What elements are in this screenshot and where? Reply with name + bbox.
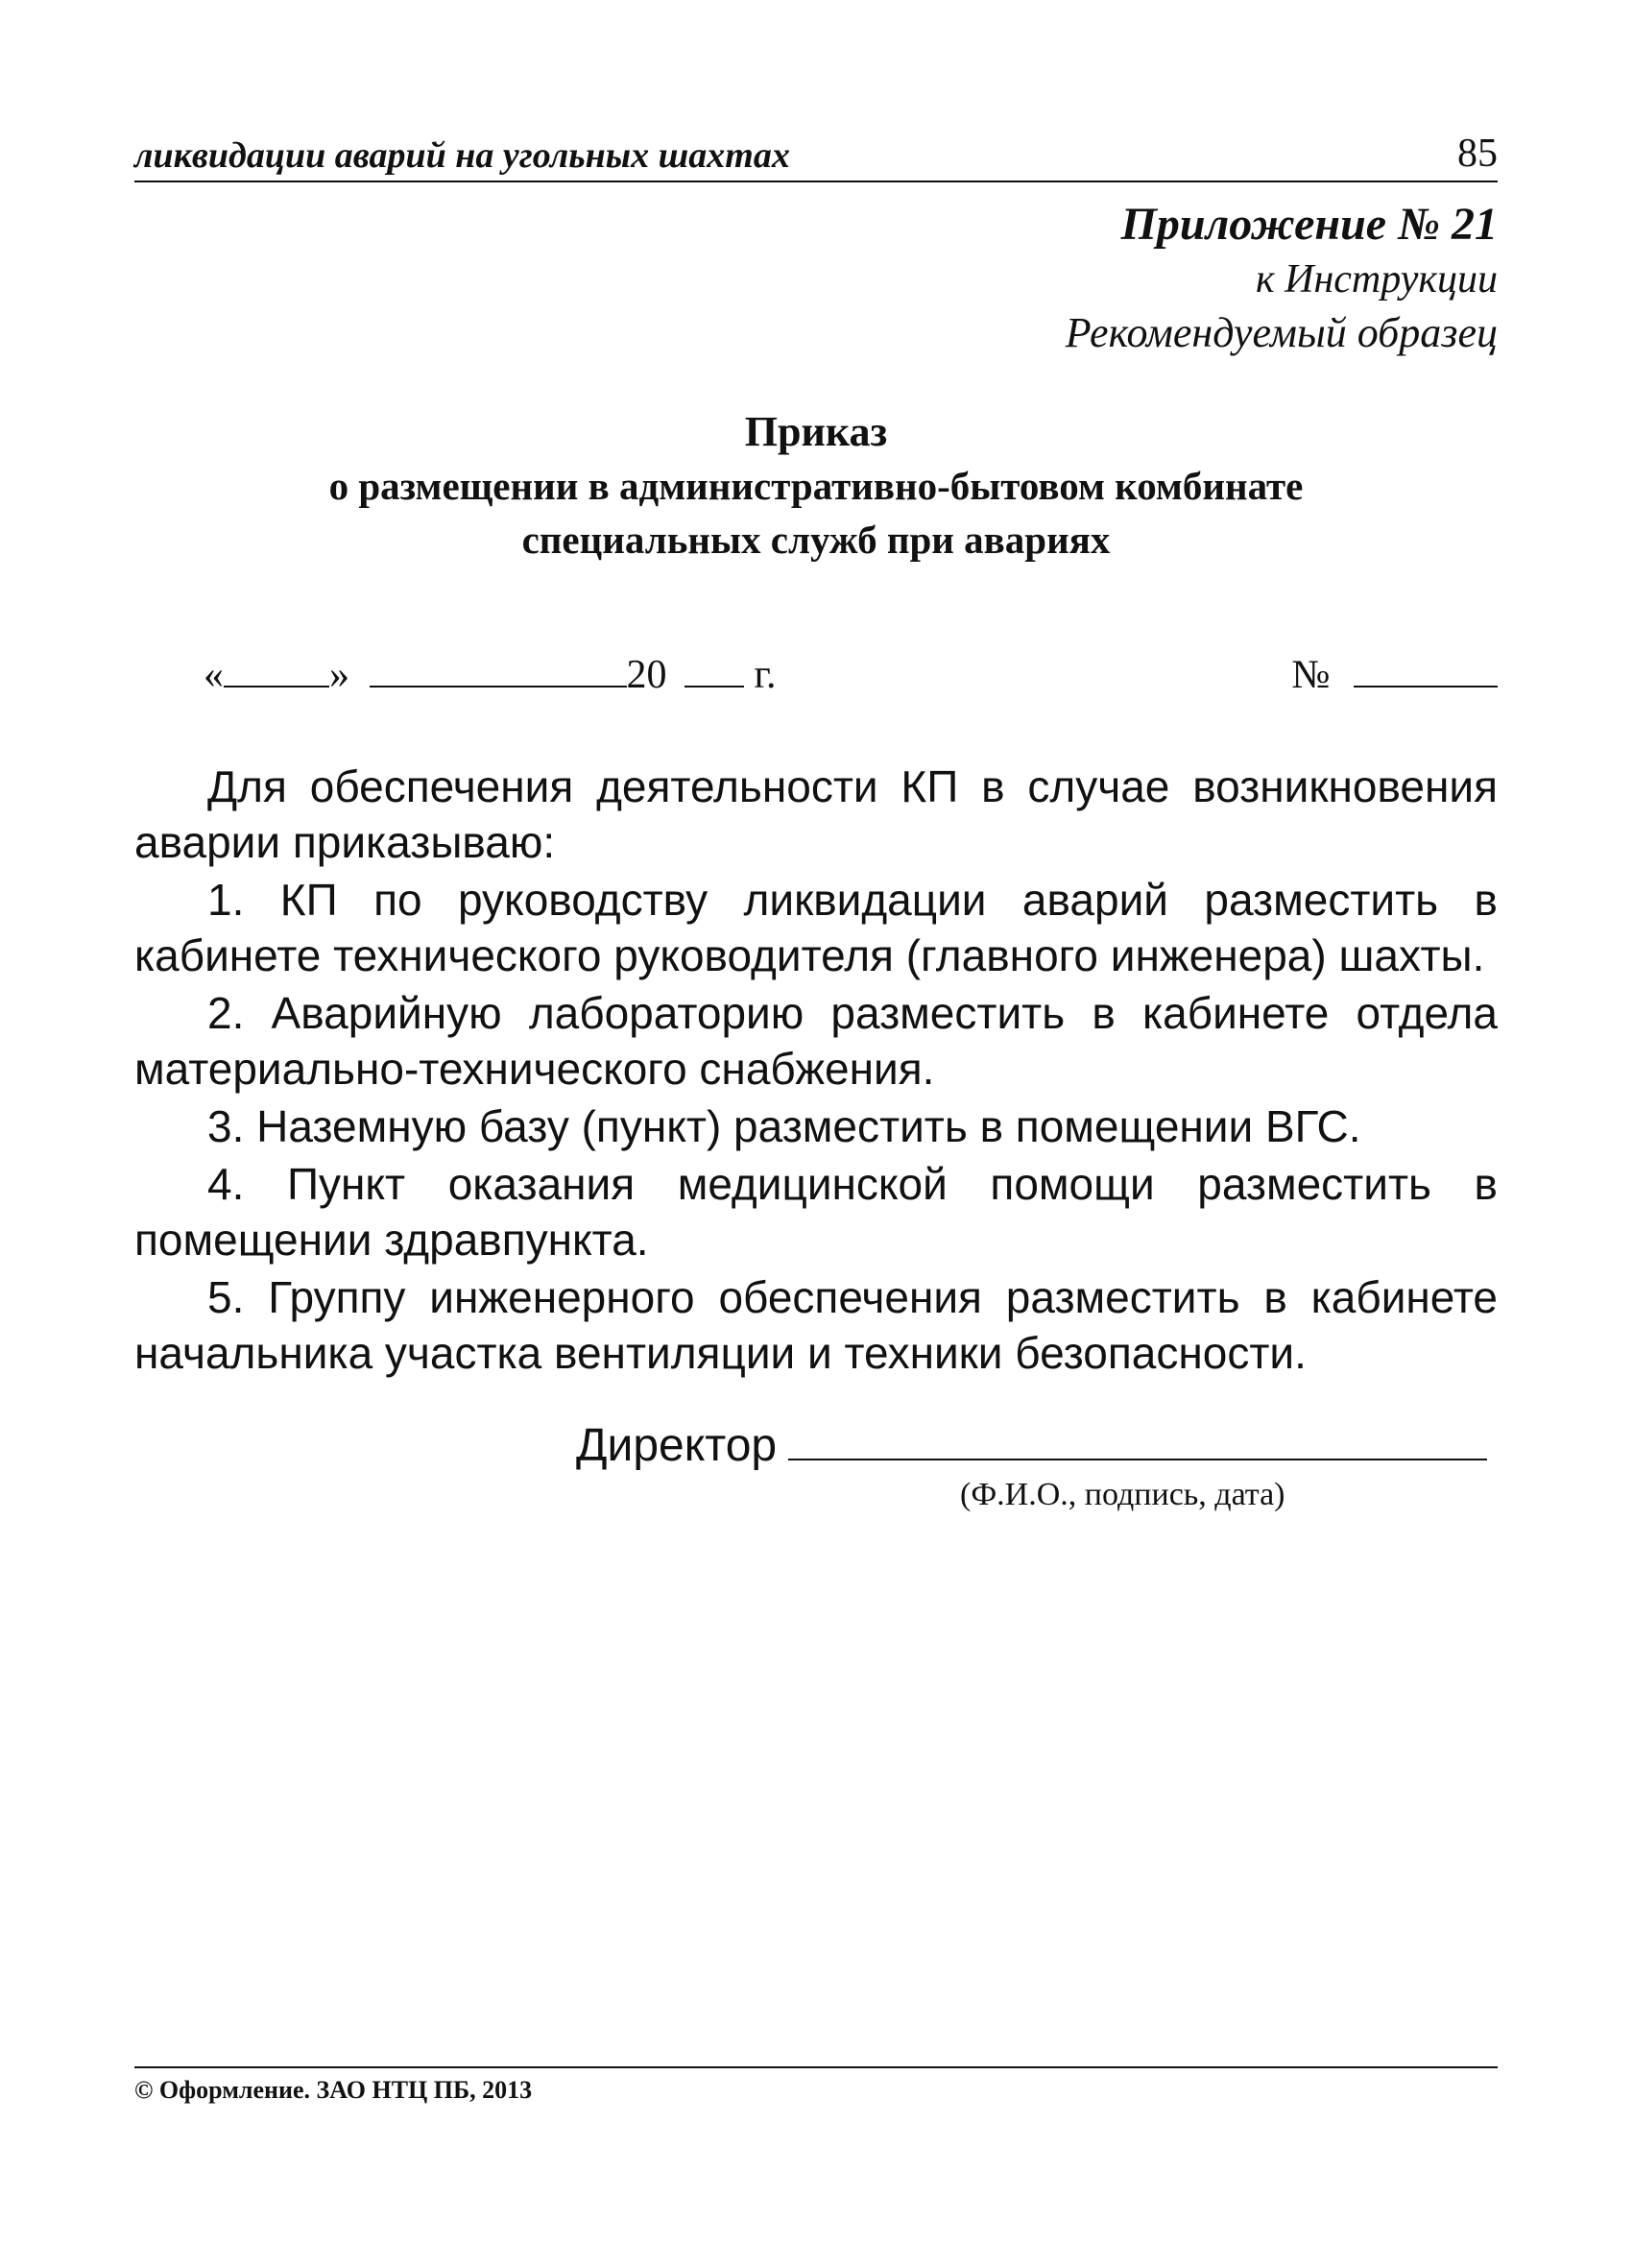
- day-blank: [224, 651, 329, 688]
- date-line: [204, 651, 777, 698]
- order-item-3: 3. Наземную базу (пункт) разместить в помещении ВГС.: [207, 1101, 1361, 1151]
- order-number-blank: [1354, 651, 1498, 688]
- signature-blank: [788, 1420, 1487, 1460]
- year-prefix: 20: [626, 653, 667, 697]
- signature-line: [576, 1419, 1487, 1472]
- appendix-reference: к Инструкции: [1255, 257, 1498, 302]
- order-subtitle-line-2: специальных служб при авариях: [521, 518, 1111, 562]
- appendix-title: Приложение № 21: [1120, 199, 1498, 250]
- order-item-2: 2. Аварийную лабораторию разместить в кабинете отдела материально-технического снабжения.: [134, 988, 1498, 1094]
- appendix-block: [1066, 196, 1498, 361]
- page-number: 85: [1457, 132, 1498, 176]
- footer-copyright: © Оформление. ЗАО НТЦ ПБ, 2013: [134, 2076, 533, 2104]
- order-body: [134, 759, 1498, 1383]
- number-sign: №: [1291, 653, 1331, 697]
- year-suffix: г.: [754, 653, 777, 697]
- order-title: Приказ: [744, 408, 888, 455]
- order-item-5: 5. Группу инженерного обеспечения разместить в кабинете начальника участка вентиляции и техники безопасности.: [134, 1272, 1498, 1378]
- order-subtitle-line-1: о размещении в административно-бытовом комбинате: [328, 464, 1304, 508]
- order-item-4: 4. Пункт оказания медицинской помощи разместить в помещении здравпункта.: [134, 1159, 1498, 1265]
- order-intro: Для обеспечения деятельности КП в случае возникновения аварии приказываю:: [134, 761, 1498, 867]
- running-title: ликвидации аварий на угольных шахтах: [134, 135, 790, 176]
- signature-caption: (Ф.И.О., подпись, дата): [960, 1477, 1285, 1512]
- month-blank: [370, 651, 627, 688]
- running-header: [134, 123, 1498, 182]
- order-number-line: [1291, 651, 1498, 698]
- close-quote: »: [329, 653, 349, 697]
- order-title-block: [134, 405, 1498, 567]
- appendix-sample-label: Рекомендуемый образец: [1065, 309, 1498, 356]
- year-blank: [684, 651, 744, 688]
- order-item-1: 1. КП по руководству ликвидации аварий разместить в кабинете технического руководителя (главного инженера) шахты.: [134, 875, 1498, 980]
- signature-label: Директор: [576, 1420, 778, 1471]
- open-quote: «: [204, 653, 224, 697]
- footer-rule: [134, 2066, 1498, 2068]
